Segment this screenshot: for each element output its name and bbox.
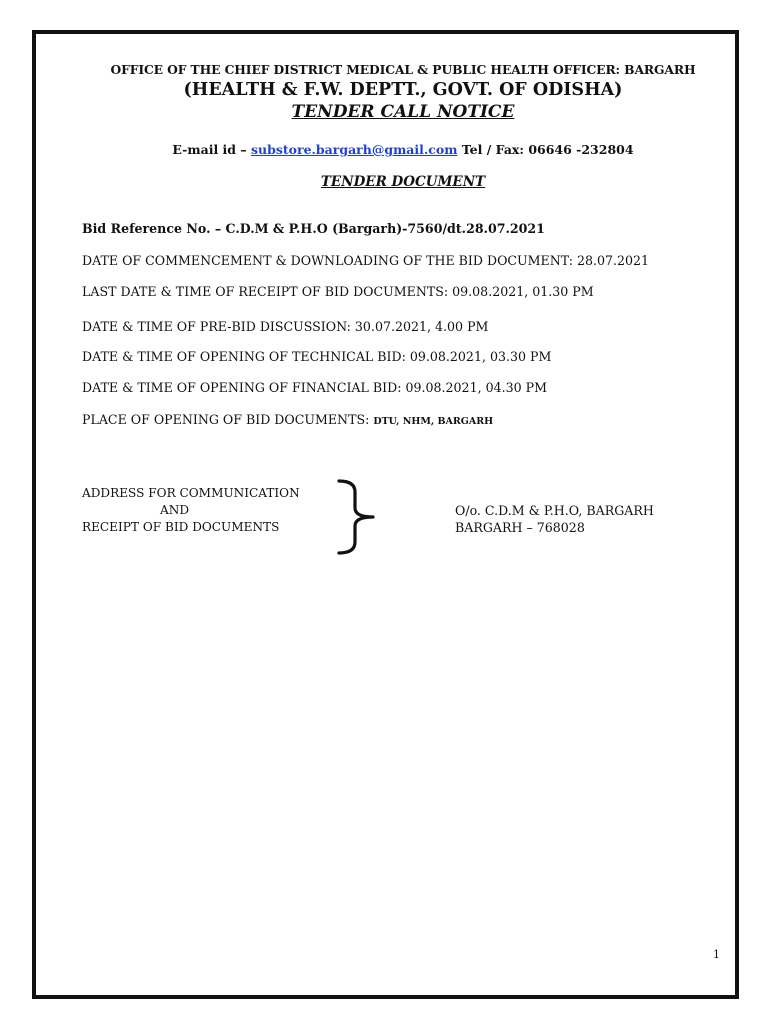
place-of-opening <box>82 412 493 427</box>
place-label: PLACE OF OPENING OF BID DOCUMENTS: <box>82 412 374 427</box>
address-left-line3: RECEIPT OF BID DOCUMENTS <box>82 520 280 534</box>
technical-bid-opening: DATE & TIME OF OPENING OF TECHNICAL BID: 09.08.2021, 03.30 PM <box>82 349 552 364</box>
contact-line <box>0 142 770 157</box>
address-right-line2: BARGARH – 768028 <box>455 520 585 535</box>
email-link[interactable]: substore.bargarh@gmail.com <box>251 142 458 157</box>
last-date-receipt: LAST DATE & TIME OF RECEIPT OF BID DOCUMENTS: 09.08.2021, 01.30 PM <box>82 284 594 299</box>
office-heading: OFFICE OF THE CHIEF DISTRICT MEDICAL & PUBLIC HEALTH OFFICER: BARGARH <box>110 62 696 77</box>
curly-brace-icon <box>333 478 381 556</box>
financial-bid-opening: DATE & TIME OF OPENING OF FINANCIAL BID: 09.08.2021, 04.30 PM <box>82 380 548 395</box>
page-number: 1 <box>713 948 720 961</box>
email-label: E-mail id – <box>172 142 251 157</box>
address-left-line2: AND <box>160 503 190 517</box>
place-value: DTU, NHM, BARGARH <box>373 416 494 427</box>
notice-title: TENDER CALL NOTICE <box>291 102 515 122</box>
address-left-line1: ADDRESS FOR COMMUNICATION <box>82 486 300 500</box>
department-heading: (HEALTH & F.W. DEPTT., GOVT. OF ODISHA) <box>183 80 623 100</box>
document-title: TENDER DOCUMENT <box>320 174 486 190</box>
address-right-line1: O/o. C.D.M & P.H.O, BARGARH <box>455 503 654 518</box>
tel-fax: Tel / Fax: 06646 -232804 <box>457 142 634 157</box>
pre-bid-discussion: DATE & TIME OF PRE-BID DISCUSSION: 30.07.2021, 4.00 PM <box>82 319 489 334</box>
bid-reference: Bid Reference No. – C.D.M & P.H.O (Bargarh)-7560/dt.28.07.2021 <box>82 221 545 236</box>
commencement-date: DATE OF COMMENCEMENT & DOWNLOADING OF THE BID DOCUMENT: 28.07.2021 <box>82 253 650 268</box>
